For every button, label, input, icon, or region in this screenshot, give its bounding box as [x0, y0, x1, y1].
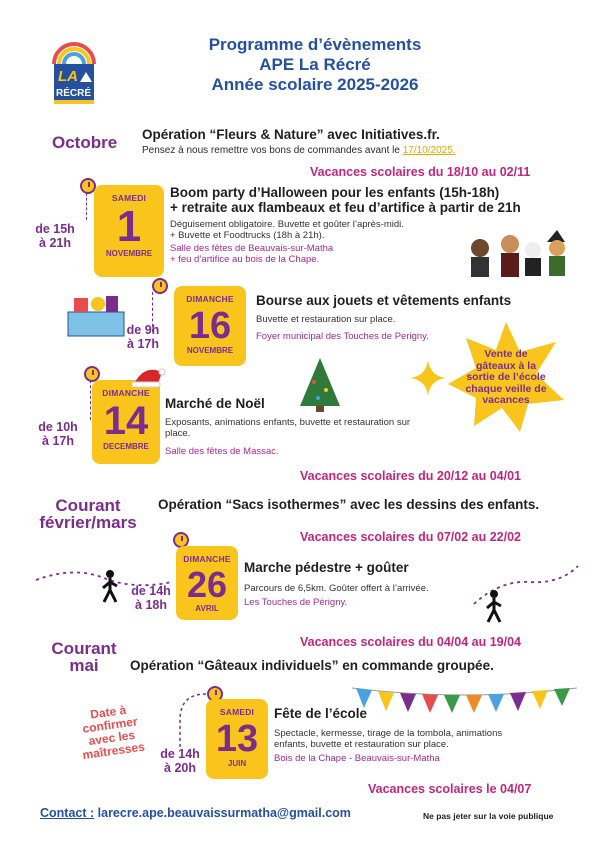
page-title-line3: Année scolaire 2025-2026 — [211, 75, 419, 94]
logo — [50, 38, 98, 112]
sparkle-icon — [410, 360, 446, 396]
event3-title: Marché de Noël — [165, 396, 265, 411]
event5-date-card — [206, 699, 268, 779]
event1-date-card — [94, 185, 164, 277]
event3-time: de 10h à 17h — [38, 420, 78, 448]
legal-notice: Ne pas jeter sur la voie publique — [423, 811, 554, 821]
event1-title: Boom party d’Halloween pour les enfants (15h-18h) + retraite aux flambeaux et feu d’artifice à partir de 21h — [170, 185, 521, 215]
event2-time: de 9h à 17h — [126, 323, 160, 351]
operation-fleurs-date: 17/10/2025. — [402, 145, 456, 156]
event5-note: Date à confirmer avec les maîtresses — [81, 702, 146, 763]
event4-date-card — [176, 546, 238, 620]
event5-dow: SAMEDI — [219, 707, 255, 717]
month-may: Courant mai — [51, 639, 117, 675]
event5-month: JUIN — [227, 759, 247, 768]
event3-date-card — [92, 380, 160, 464]
vacation-banner-5: Vacances scolaires le 04/07 — [368, 782, 532, 796]
event2-month: NOVEMBRE — [186, 346, 234, 355]
event5-time: de 14h à 20h — [160, 747, 200, 775]
bunting-flags-decoration — [352, 682, 577, 726]
event5-description: Spectacle, kermesse, tirage de la tombola, animations enfants, buvette et restauration sur place. — [274, 728, 503, 750]
contact-label: Contact : — [40, 806, 95, 820]
event1-place: Salle des fêtes de Beauvais-sur-Matha + feu d’artifice au bois de la Chape. — [170, 243, 334, 265]
operation-fleurs-text — [142, 145, 456, 156]
star-note-text: Vente de gâteaux à la sortie de l’école chaque veille de vacances — [465, 348, 547, 406]
event3-description: Exposants, animations enfants, buvette et restauration sur place. — [165, 417, 411, 439]
clock-icon — [152, 278, 168, 294]
page-title-line2: APE La Récré — [259, 55, 371, 74]
event1-month: NOVEMBRE — [105, 249, 153, 258]
walker-icon — [100, 570, 120, 604]
page-title-line1: Programme d’évènements — [208, 35, 422, 54]
halloween-kids-illustration — [465, 228, 570, 280]
walker-icon — [484, 590, 504, 624]
christmas-tree-illustration — [290, 356, 350, 414]
event4-day: 26 — [186, 564, 228, 605]
event3-day: 14 — [103, 399, 149, 443]
vacation-banner-4: Vacances scolaires du 04/04 au 19/04 — [300, 635, 521, 649]
vacation-banner-1: Vacances scolaires du 18/10 au 02/11 — [310, 165, 531, 179]
event2-date-card — [174, 286, 246, 366]
vacation-banner-3: Vacances scolaires du 07/02 au 22/02 — [300, 530, 521, 544]
event4-place: Les Touches de Périgny. — [244, 597, 348, 608]
timeline-connector — [90, 380, 91, 420]
operation-fleurs-desc: Pensez à nous remettre vos bons de commandes avant le — [142, 145, 403, 156]
event4-time: de 14h à 18h — [131, 584, 171, 612]
operation-fleurs-title: Opération “Fleurs & Nature” avec Initiatives.fr. — [142, 127, 440, 142]
logo-text-top: LA — [58, 68, 78, 85]
event3-dow: DIMANCHE — [102, 388, 150, 398]
event5-day: 13 — [215, 718, 259, 760]
santa-hat-icon — [130, 364, 166, 388]
vacation-banner-2: Vacances scolaires du 20/12 au 04/01 — [300, 469, 521, 483]
operation-gateaux-title: Opération “Gâteaux individuels” en commande groupée. — [130, 658, 494, 673]
contact-line — [40, 806, 351, 820]
event5-place: Bois de la Chape - Beauvais-sur-Matha — [274, 753, 440, 764]
event1-dow: SAMEDI — [111, 193, 147, 203]
event4-dow: DIMANCHE — [183, 554, 231, 564]
event4-title: Marche pédestre + goûter — [244, 560, 409, 575]
event4-month: AVRIL — [195, 604, 219, 613]
event2-title: Bourse aux jouets et vêtements enfants — [256, 293, 512, 308]
event5-title: Fête de l’école — [274, 706, 368, 721]
month-february-march: Courant février/mars — [39, 496, 137, 532]
event3-month: DECEMBRE — [103, 442, 149, 451]
contact-email[interactable]: larecre.ape.beauvaissurmatha@gmail.com — [94, 806, 351, 820]
event2-description: Buvette et restauration sur place. — [256, 314, 396, 325]
event4-description: Parcours de 6,5km. Goûter offert à l’arrivée. — [244, 583, 429, 594]
event2-place: Foyer municipal des Touches de Perigny. — [256, 331, 429, 342]
operation-sacs-title: Opération “Sacs isothermes” avec les dessins des enfants. — [158, 497, 540, 512]
logo-text-bottom: RÉCRÉ — [56, 88, 92, 99]
event2-day: 16 — [188, 305, 232, 347]
event3-place: Salle des fêtes de Massac. — [165, 446, 279, 457]
event2-dow: DIMANCHE — [186, 294, 234, 304]
month-october: Octobre — [52, 133, 118, 152]
event1-description: Déguisement obligatoire. Buvette et goûter l’après-midi. + Buvette et Foodtrucks (18h à 21h). — [170, 219, 404, 241]
event1-time: de 15h à 21h — [35, 222, 75, 250]
event1-day: 1 — [116, 202, 142, 251]
